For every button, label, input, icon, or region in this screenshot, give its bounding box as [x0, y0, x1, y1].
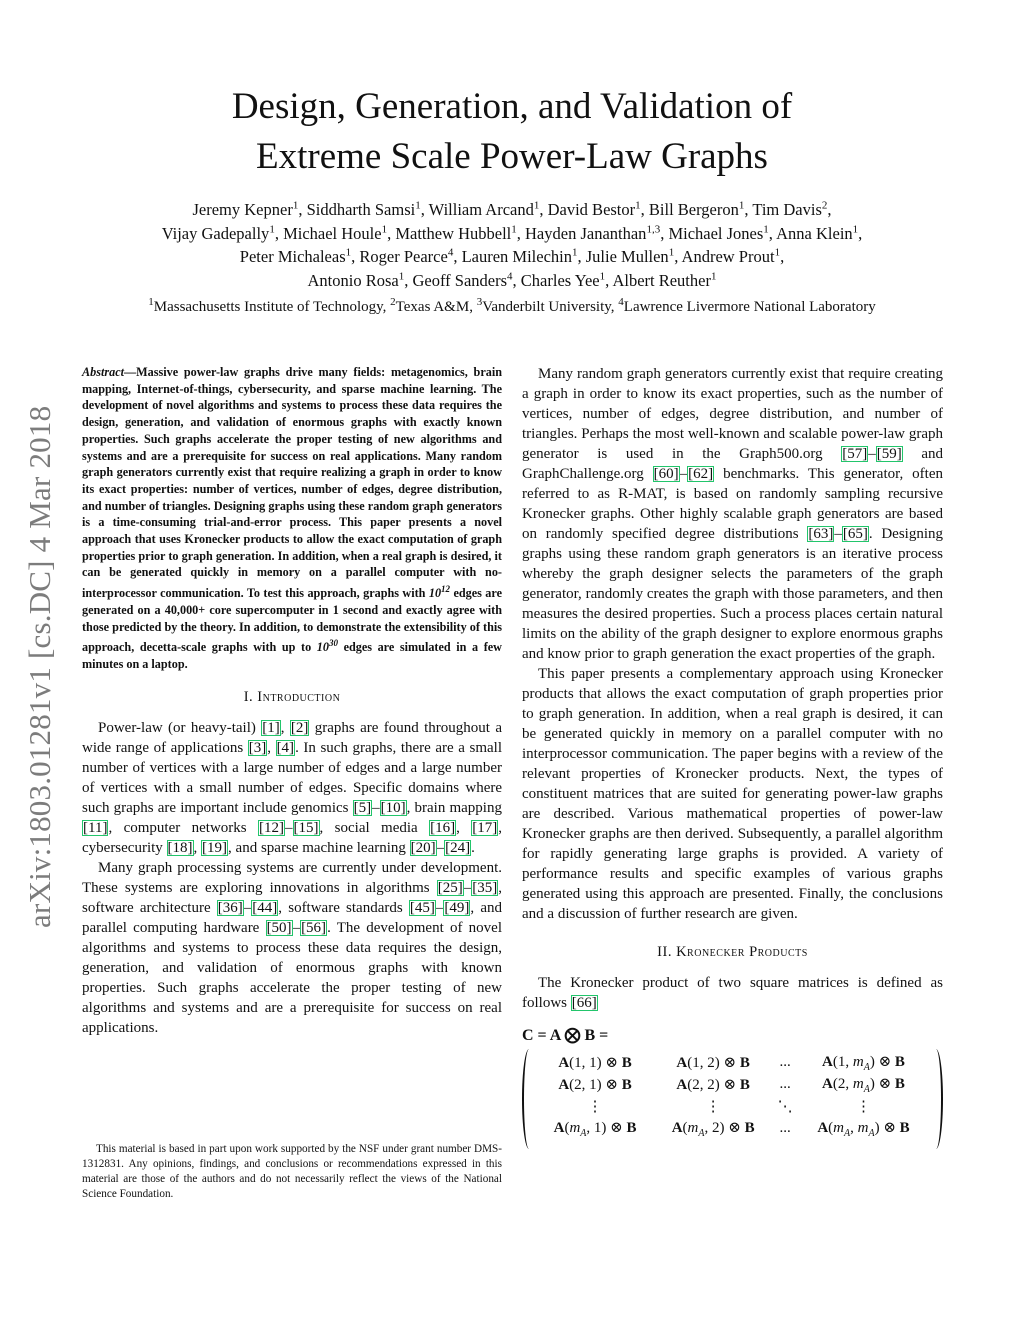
author: William Arcand$^1$ — [428, 199, 540, 219]
footnote: This material is based in part upon work supported by the NSF under grant number DMS-1312831. Any opinions, findings, and conclusions or recommendations expressed in this material are those of the authors and do not necessarily reflect the views of the National Science Foundation. — [82, 1143, 502, 1200]
math-exp-1: $10^{12}$ — [428, 584, 451, 601]
matrix-table — [536, 1051, 929, 1139]
citation-link[interactable]: [65] — [842, 526, 868, 542]
affiliation: $^1$Massachusetts Institute of Technology — [148, 296, 383, 315]
matrix-row — [536, 1095, 929, 1117]
citation-link[interactable]: [57] — [842, 446, 868, 462]
intro-paragraph-1: Power-law (or heavy-tail) [1], [2] graphs are found throughout a wide range of applications [3], [4]. In such graphs, there are a small number of vertices with a large number of edges and a large number of vertices with a small number of edges. Specific domains where such graphs are important include genomics [5]–[10], brain mapping [11], computer networks [12]–[15], social media [16], [17], cybersecurity [18], [19], and sparse machine learning [20]–[24]. — [82, 719, 503, 856]
citation-link[interactable]: [10] — [380, 799, 406, 816]
kronecker-matrix — [522, 1049, 943, 1149]
citation-link[interactable]: [56] — [301, 919, 327, 936]
paper-title — [0, 82, 1024, 182]
citation-link[interactable]: [5] — [353, 799, 372, 816]
section-heading-introduction: I. Introduction — [243, 688, 341, 705]
author: Julie Mullen$^1$ — [585, 246, 675, 266]
matrix-cell: ⋮ — [705, 1098, 721, 1115]
citation-link[interactable]: [24] — [445, 839, 471, 856]
author-line: Peter Michaleas$^1$, Roger Pearce$^4$, Lauren Milechin$^1$, Julie Mullen$^1$, Andrew Prout$^1$, — [239, 246, 785, 266]
citation-link[interactable]: [62] — [688, 466, 714, 482]
author-line: Jeremy Kepner$^1$, Siddharth Samsi$^1$, William Arcand$^1$, David Bestor$^1$, Bill Bergeron$^1$, Tim Davis$^2$, — [192, 199, 832, 219]
matrix-cell: ... — [779, 1075, 791, 1092]
author: David Bestor$^1$ — [547, 199, 641, 219]
citation-link[interactable]: [11] — [83, 819, 108, 836]
matrix-cell: ⋮ — [587, 1098, 603, 1115]
matrix-cell: A(1, 1) ⊗ B — [558, 1054, 632, 1071]
citation-link[interactable]: [1] — [262, 719, 280, 736]
title-line-1: Design, Generation, and Validation of — [231, 86, 793, 127]
author: Michael Houle$^1$ — [283, 223, 388, 243]
citation-link[interactable]: [3] — [248, 739, 267, 756]
author: Hayden Jananthan$^{1,3}$ — [525, 223, 661, 243]
matrix-row — [536, 1051, 929, 1073]
author: Peter Michaleas$^1$ — [239, 246, 352, 266]
matrix-cell: ... — [779, 1053, 791, 1070]
citation-link[interactable]: [17] — [472, 819, 498, 836]
matrix-cell: $A(m_A$, 2) ⊗ B — [671, 1119, 755, 1139]
equation-label: C = A ⨂ B = — [522, 1027, 609, 1044]
right-paren — [929, 1049, 943, 1149]
citation-link[interactable]: [2] — [290, 719, 309, 736]
matrix-cell: ⋮ — [856, 1098, 871, 1115]
abstract-label: Abstract — [82, 365, 124, 379]
author: Roger Pearce$^4$ — [359, 246, 454, 266]
right-paragraph-3: The Kronecker product of two square matrices is defined as follows [66] — [522, 975, 943, 1011]
author: Vijay Gadepally$^1$ — [161, 223, 275, 243]
affiliation: $^2$Texas A&M — [390, 296, 470, 315]
affiliations: $^1$Massachusetts Institute of Technology, $^2$Texas A&M, $^3$Vanderbilt University, $^4$Lawrence Livermore National Laboratory — [148, 296, 876, 315]
citation-link[interactable]: [60] — [653, 466, 679, 482]
author: Anna Klein$^1$ — [776, 223, 859, 243]
matrix-cell: ... — [779, 1119, 791, 1136]
citation-link[interactable]: [63] — [808, 526, 834, 542]
citation-link[interactable]: [49] — [444, 899, 470, 916]
right-paragraph-2: This paper presents a complementary approach using Kronecker products that allows the exact computation of graph properties prior to graph generation. In addition, when a real graph is desired, it can be generated quickly in memory on a parallel computer with no interprocessor communication. The paper begins with a review of the relevant properties of Kronecker products. Next, the types of constituent matrices that are suited for generating power-law graphs are described. Various mathematical properties of power-law Kronecker graphs are then derived. Subsequently, a parallel algorithm for rapidly generating large graphs is provided. A variety of performance results and specific examples of various graphs generated using this approach are presented. Finally, the conclusions and a discussion of further research are given. — [522, 666, 943, 922]
citation-link[interactable]: [15] — [293, 819, 319, 836]
author: Tim Davis$^2$ — [752, 199, 828, 219]
affiliation: $^3$Vanderbilt University — [476, 296, 611, 315]
author-line: Antonio Rosa$^1$, Geoff Sanders$^4$, Charles Yee$^1$, Albert Reuther$^1$ — [307, 270, 717, 290]
author: Michael Jones$^1$ — [668, 223, 769, 243]
left-paren — [522, 1049, 536, 1149]
citation-link[interactable]: [50] — [266, 919, 292, 936]
author: Bill Bergeron$^1$ — [648, 199, 745, 219]
matrix-row — [536, 1073, 929, 1095]
abstract: Abstract—Massive power-law graphs drive many fields: metagenomics, brain mapping, Internet-of-things, cybersecurity, and sparse machine learning. The development of novel algorithms and systems to process these data requires the design, generation, and validation of enormous graphs with exactly known properties. Such graphs accelerate the proper testing of new algorithms and systems and are a prerequisite for success on real applications. Many random graph generators currently exist that require realizing a graph in order to know its exact properties: number of vertices, number of edges, degree distribution, and number of triangles. Designing graphs using these random graph generators is a time-consuming trial-and-error process. This paper presents a novel approach that uses Kronecker products to allow the exact computation of graph properties prior to graph generation. In addition, when a real graph is desired, it can be generated quickly in memory on a parallel computer with no-interprocessor communication. To test this approach, graphs with $10^{12}$ edges are generated on a 40,000+ core supercomputer in 1 second and exactly agree with those predicted by the theory. In addition, to demonstrate the extensibility of this approach, decetta-scale graphs with up to $10^{30}$ edges are simulated in a few minutes on a laptop. — [82, 365, 502, 672]
matrix-cell: A(2, $m_A$) ⊗ B — [822, 1075, 905, 1095]
matrix-cell: A(1, $m_A$) ⊗ B — [822, 1053, 905, 1073]
math-exp-2: $10^{30}$ — [316, 638, 338, 655]
citation-link[interactable]: [4] — [276, 739, 295, 756]
matrix-cell: $A(m_A$, 1) ⊗ B — [553, 1119, 637, 1139]
title-line-2: Extreme Scale Power-Law Graphs — [256, 136, 768, 177]
author-line: Vijay Gadepally$^1$, Michael Houle$^1$, Matthew Hubbell$^1$, Hayden Jananthan$^{1,3}$, Michael Jones$^1$, Anna Klein$^1$, — [161, 223, 863, 243]
author: Charles Yee$^1$ — [520, 270, 606, 290]
section-heading-kronecker: II. Kronecker Products — [657, 944, 808, 960]
citation-link[interactable]: [36] — [217, 899, 243, 916]
citation-link[interactable]: [59] — [876, 446, 902, 462]
affiliation: $^4$Lawrence Livermore National Laboratory — [618, 296, 876, 315]
matrix-cell: $A(m_A$, $m_A$) ⊗ B — [817, 1119, 910, 1139]
citation-link[interactable]: [20] — [410, 839, 436, 856]
citation-link[interactable]: [44] — [252, 899, 278, 916]
matrix-cell: A(1, 2) ⊗ B — [676, 1054, 750, 1071]
author: Albert Reuther$^1$ — [612, 270, 717, 290]
citation-link[interactable]: [16] — [430, 819, 456, 836]
citation-link[interactable]: [35] — [472, 879, 498, 896]
right-column — [522, 364, 943, 1149]
intro-paragraph-2: Many graph processing systems are currently under development. These systems are exploring innovations in algorithms [25]–[35], software architecture [36]–[44], software standards [45]–[49], and parallel computing hardware [50]–[56]. The development of novel algorithms and systems to process these data requires the design, generation, and validation of enormous graphs with known properties. Such graphs accelerate the proper testing of new algorithms and systems and are a prerequisite for success on real applications. — [82, 859, 502, 1036]
matrix-cell: ⋱ — [777, 1098, 793, 1115]
citation-link[interactable]: [66] — [571, 995, 597, 1011]
arxiv-stamp[interactable]: arXiv:1803.01281v1 [cs.DC] 4 Mar 2018 — [22, 405, 57, 928]
citation-link[interactable]: [45] — [409, 899, 435, 916]
author: Jeremy Kepner$^1$ — [192, 199, 299, 219]
citation-link[interactable]: [25] — [437, 879, 463, 896]
author: Antonio Rosa$^1$ — [307, 270, 405, 290]
author: Lauren Milechin$^1$ — [461, 246, 578, 266]
citation-link[interactable]: [19] — [202, 839, 228, 856]
author: Andrew Prout$^1$ — [681, 246, 781, 266]
right-paragraph-1: Many random graph generators currently exist that require creating a graph in order to know its exact properties, such as the number of vertices, number of edges, degree distribution, and number of triangles. Perhaps the most well-known and scalable power-law graph generator is used in the Graph500.org [57]–[59] and GraphChallenge.org [60]–[62] benchmarks. This generator, often referred to as R-MAT, is based on randomly sampling recursive Kronecker graphs. Other highly scalable graph generators are based on randomly specified degree distributions [63]–[65]. Designing graphs using these random graph generators is an iterative process whereby the graph designer selects the parameters of the graph generator, randomly creates the graph with those parameters, and then measures the desired properties. Such a process places certain natural limits on the ability of the graph designer to explore enormous graphs and know prior to graph generation the exact properties of the graph. — [522, 366, 943, 662]
author-list — [60, 198, 964, 292]
matrix-cell: A(2, 2) ⊗ B — [676, 1076, 750, 1093]
left-column — [82, 364, 502, 1038]
author: Matthew Hubbell$^1$ — [395, 223, 517, 243]
matrix-row — [536, 1117, 929, 1139]
author: Siddharth Samsi$^1$ — [306, 199, 421, 219]
citation-link[interactable]: [12] — [259, 819, 285, 836]
citation-link[interactable]: [18] — [167, 839, 193, 856]
matrix-cell: A(2, 1) ⊗ B — [558, 1076, 632, 1093]
author: Geoff Sanders$^4$ — [412, 270, 513, 290]
